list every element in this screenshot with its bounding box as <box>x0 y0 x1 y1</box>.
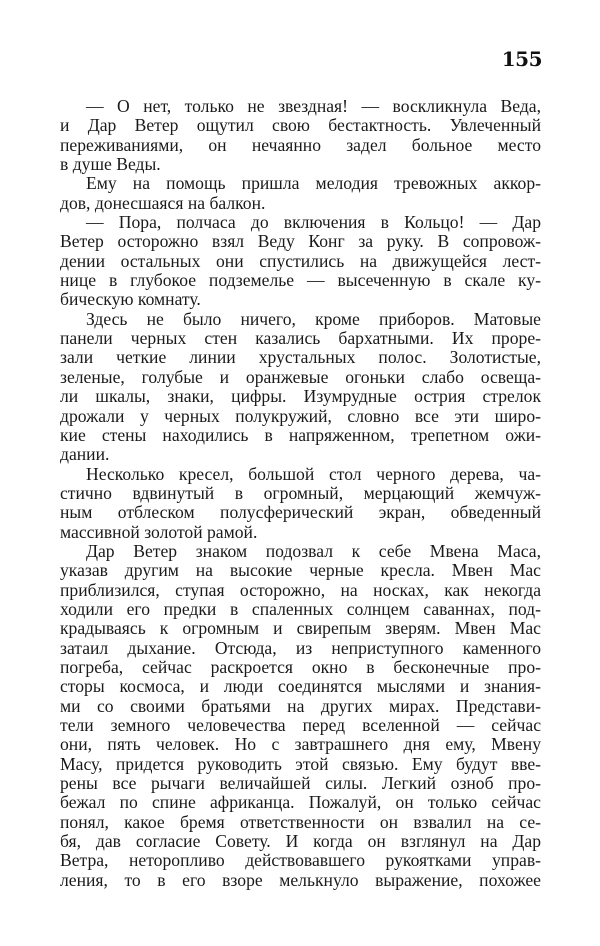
text-line: в душе Веды. <box>60 154 161 175</box>
text-line: Дар Ветер знаком подозвал к себе Мвена Маса, <box>86 540 541 561</box>
text-line: понял, какое бремя ответственности он взвалил на се- <box>60 811 541 832</box>
text-line: рены все рычаги величайшей силы. Легкий озноб про- <box>60 773 541 794</box>
paragraph <box>60 310 541 465</box>
text-line: ми со своими братьями на других мирах. Представи- <box>60 695 541 716</box>
text-line: ли шкалы, знаки, цифры. Изумрудные острия стрелок <box>60 386 541 407</box>
text-line: Ветер осторожно взял Веду Конг за руку. В сопровож- <box>60 231 541 252</box>
text-line: приблизился, ступая осторожно, на носках, как некогда <box>60 579 541 600</box>
paragraph <box>60 174 541 213</box>
paragraph <box>60 213 541 310</box>
text-line: бя, дав согласие Совету. И когда он взглянул на Дар <box>60 831 541 852</box>
paragraph <box>60 542 541 890</box>
text-line: зеленые, голубые и оранжевые огоньки слабо освеща- <box>60 366 541 387</box>
text-line: кие стены находились в напряженном, трепетном ожи- <box>60 424 541 445</box>
text-line: бическую комнату. <box>60 289 201 310</box>
text-line: ления, то в его взоре мелькнуло выражение, похожее <box>60 869 541 890</box>
text-line: бежал по спине африканца. Пожалуй, он только сейчас <box>60 792 541 813</box>
text-line: массивной золотой рамой. <box>60 521 258 542</box>
text-line: погреба, сейчас раскроется окно в бесконечные про- <box>60 656 541 677</box>
text-line: Несколько кресел, большой стол черного дерева, ча- <box>86 463 541 484</box>
text-line: нице в глубокое подземелье — высеченную в скале ку- <box>60 270 541 291</box>
text-line: указав другим на высокие черные кресла. Мвен Мас <box>60 560 541 581</box>
text-line: — Пора, полчаса до включения в Кольцо! — Дар <box>86 212 541 233</box>
text-line: дов, донесшаяся на балкон. <box>60 192 266 213</box>
text-line: дании. <box>60 444 110 465</box>
text-line: Ветра, неторопливо действовавшего рукоятками управ- <box>60 850 541 871</box>
paragraph <box>60 465 541 542</box>
text-line: тели земного человечества перед вселенной — сейчас <box>60 715 541 735</box>
text-line: и Дар Ветер ощутил свою бестактность. Увлеченный <box>60 115 541 136</box>
page-number: 155 <box>501 47 542 71</box>
text-line: крадываясь к огромным и свирепым зверям. Мвен Мас <box>60 618 541 639</box>
text-line: затаил дыхание. Отсюда, из неприступного каменного <box>60 637 541 658</box>
paragraph <box>60 97 541 174</box>
text-line: ным отблеском полусферический экран, обведенный <box>60 502 541 523</box>
text-line: Здесь не было ничего, кроме приборов. Матовые <box>86 308 541 329</box>
book-text <box>60 97 541 890</box>
text-line: ходили его предки в спаленных солнцем саваннах, под- <box>60 598 541 619</box>
text-line: — О нет, только не звездная! — воскликнула Веда, <box>86 96 541 116</box>
text-line: панели черных стен казались бархатными. Их проре- <box>60 328 541 349</box>
text-line: дрожали у черных полукружий, словно все эти широ- <box>60 405 541 426</box>
text-line: сторы космоса, и люди соединятся мыслями и знания- <box>60 676 541 697</box>
text-line: зали четкие линии хрустальных полос. Золотистые, <box>60 347 541 368</box>
text-line: дении остальных они спустились на движущейся лест- <box>60 250 541 271</box>
text-line: Масу, придется руководить этой связью. Ему будут вве- <box>60 753 541 774</box>
text-line: стично вдвинутый в огромный, мерцающий жемчуж- <box>60 482 541 503</box>
text-line: они, пять человек. Но с завтрашнего дня ему, Мвену <box>60 734 541 755</box>
text-line: переживаниями, он нечаянно задел больное место <box>60 134 541 155</box>
text-line: Ему на помощь пришла мелодия тревожных аккор- <box>86 173 541 194</box>
